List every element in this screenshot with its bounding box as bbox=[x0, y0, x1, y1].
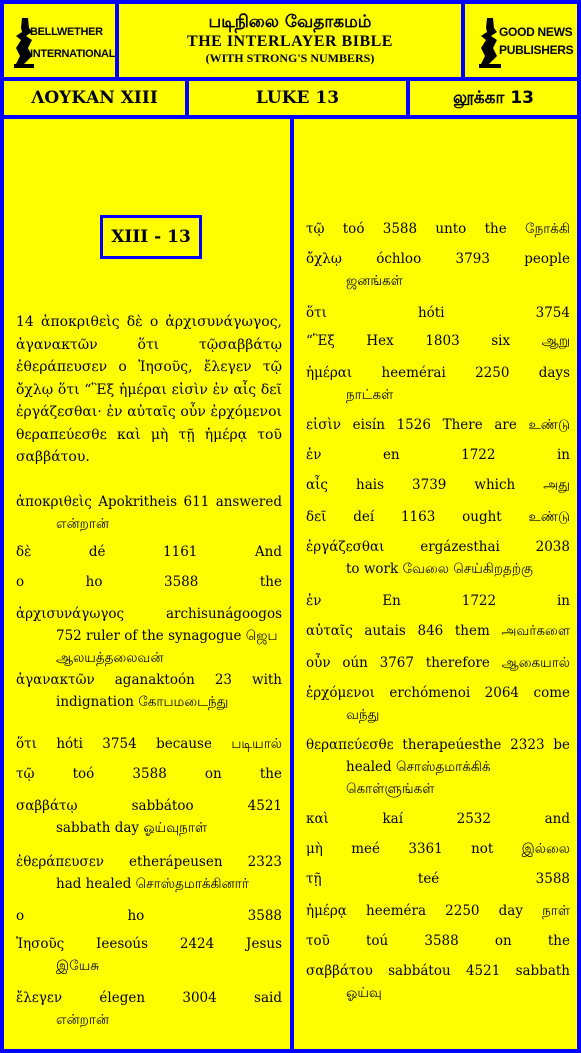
right-entry bbox=[306, 590, 570, 612]
right-entry bbox=[306, 474, 570, 496]
entry-main-line: ἐρχόμενοι erchómenoi 2064 come bbox=[306, 685, 570, 701]
left-entry bbox=[16, 987, 282, 1031]
left-column bbox=[0, 115, 294, 1053]
greek-book-box bbox=[0, 77, 189, 119]
right-entry bbox=[306, 302, 570, 324]
entry-continuation-line: 752 ruler of the synagogue ஜெப ஆலயத்தலைவன் bbox=[56, 628, 278, 666]
left-entry bbox=[16, 491, 282, 535]
entry-main-line: ο ho 3588 bbox=[16, 908, 282, 924]
entry-continuation-line: indignation கோபமடைந்து bbox=[56, 694, 229, 710]
left-entry bbox=[16, 795, 282, 839]
english-book-box bbox=[185, 77, 410, 119]
left-entry bbox=[16, 571, 282, 593]
entry-main-line: δὲ dé 1161 And bbox=[16, 544, 282, 560]
entry-main-line: καὶ kaí 2532 and bbox=[306, 811, 570, 827]
left-entry bbox=[16, 733, 282, 755]
entry-main-line: ο ho 3588 the bbox=[16, 574, 282, 590]
entry-main-line: ἡμέρᾳ heeméra 2250 day நாள் bbox=[306, 903, 570, 919]
entry-main-line: ἔλεγεν élegen 3004 said bbox=[16, 990, 282, 1006]
entry-continuation-line: ஜனங்கள் bbox=[346, 273, 403, 289]
entry-main-line: Ἰησοῦς Ieesoús 2424 Jesus bbox=[16, 936, 282, 952]
entry-main-line: εἰσὶν eisín 1526 There are உண்டு bbox=[306, 417, 570, 433]
tamil-book-label: லூக்கா 13 bbox=[452, 88, 534, 108]
bellwether-logo-line2: INTERNATIONAL bbox=[30, 48, 116, 60]
entry-main-line: ἐθεράπευσεν etherápeusen 2323 bbox=[16, 854, 282, 870]
english-title: THE INTERLAYER BIBLE bbox=[187, 33, 393, 50]
entry-continuation-line: நாட்கள் bbox=[346, 387, 394, 403]
right-entry bbox=[306, 930, 570, 952]
entry-continuation-line: sabbath day ஓய்வுநாள் bbox=[56, 820, 208, 836]
right-entry bbox=[306, 808, 570, 830]
english-book-label: LUKE 13 bbox=[255, 88, 340, 108]
entry-main-line: ὄχλῳ óchloo 3793 people bbox=[306, 251, 570, 267]
entry-main-line: σαββάτῳ sabbátoo 4521 bbox=[16, 798, 282, 814]
right-entry bbox=[306, 414, 570, 436]
verse-text: 14 ἀποκριθεὶς δὲ ο ἀρχισυνάγωγος, ἀγανακτῶν ὅτι τῷσαββάτῳ ἐθεράπευσεν ο Ἰησοῦς, ἔλεγεν τῷ ὄχλῳ ὅτι “Ἓξ ἡμέραι εἰσὶν ἐν αἷς δεῖ ἐργάζεσθαι· ἐν αὐταῖς οὖν ἐρχόμενοι θεραπεύεσθε καὶ μὴ τῇ ἡμέρᾳ τοῦ σαββάτου. bbox=[16, 314, 282, 465]
right-entry bbox=[306, 838, 570, 860]
left-entry bbox=[16, 763, 282, 785]
subtitle: (WITH STRONG'S NUMBERS) bbox=[205, 51, 375, 65]
right-entry bbox=[306, 900, 570, 922]
entry-continuation-line: வந்து bbox=[346, 707, 380, 723]
entry-continuation-line: ஓய்வு bbox=[346, 985, 382, 1001]
tamil-book-box bbox=[406, 77, 581, 119]
right-entry bbox=[306, 536, 570, 580]
right-entry bbox=[306, 620, 570, 642]
entry-main-line: τῇ teé 3588 bbox=[306, 871, 570, 887]
entry-main-line: ἐν en 1722 in bbox=[306, 447, 570, 463]
entry-main-line: ὅτι hóti 3754 because படியால் bbox=[16, 736, 282, 752]
entry-main-line: θεραπεύεσθε therapeúesthe 2323 be bbox=[306, 737, 570, 753]
left-entry bbox=[16, 603, 282, 669]
greek-book-label: ΛΟΥΚΑΝ XIII bbox=[31, 88, 158, 108]
entry-main-line: ὅτι hóti 3754 bbox=[306, 305, 570, 321]
entry-main-line: δεῖ deí 1163 ought உண்டு bbox=[306, 509, 570, 525]
right-entry bbox=[306, 868, 570, 890]
right-entry bbox=[306, 362, 570, 406]
right-entry bbox=[306, 218, 570, 240]
entry-main-line: σαββάτου sabbátou 4521 sabbath bbox=[306, 963, 570, 979]
entry-continuation-line: இயேசு bbox=[56, 958, 100, 974]
right-entry bbox=[306, 734, 570, 800]
entry-main-line: οὖν oún 3767 therefore ஆகையால் bbox=[306, 655, 570, 671]
goodnews-logo-icon bbox=[473, 14, 573, 70]
tamil-title: படிநிலை வேதாகமம் bbox=[208, 12, 372, 32]
bellwether-logo-line1: BELLWETHER bbox=[30, 26, 103, 38]
goodnews-logo-line1: GOOD NEWS bbox=[499, 25, 573, 39]
entry-main-line: ἐργάζεσθαι ergázesthai 2038 bbox=[306, 539, 570, 555]
right-entry bbox=[306, 652, 570, 674]
entry-main-line: “Ἓξ Hex 1803 six ஆறு bbox=[306, 333, 570, 349]
right-entry bbox=[306, 960, 570, 1004]
entry-main-line: τῷ toó 3588 unto the நோக்கி bbox=[306, 221, 570, 237]
entry-main-line: ἀρχισυνάγωγος archisunágoogos bbox=[16, 606, 282, 622]
entry-main-line: τοῦ toú 3588 on the bbox=[306, 933, 570, 949]
entry-main-line: μὴ meé 3361 not இல்லை bbox=[306, 841, 570, 857]
right-entry bbox=[306, 506, 570, 528]
left-entry bbox=[16, 851, 282, 895]
entry-continuation-line: had healed சொஸ்தமாக்கினார் bbox=[56, 876, 249, 892]
chapter-box: XIII - 13 bbox=[100, 215, 202, 259]
left-entry bbox=[16, 905, 282, 927]
title-box bbox=[115, 0, 465, 81]
entry-continuation-line: என்றான் bbox=[56, 516, 109, 532]
bellwether-logo-icon bbox=[12, 14, 112, 70]
entry-main-line: τῷ toó 3588 on the bbox=[16, 766, 282, 782]
left-entry bbox=[16, 541, 282, 563]
entry-main-line: ἡμέραι heemérai 2250 days bbox=[306, 365, 570, 381]
entry-main-line: ἀγανακτῶν aganaktoón 23 with bbox=[16, 672, 282, 688]
entry-main-line: αἷς hais 3739 which அது bbox=[306, 477, 570, 493]
left-entry bbox=[16, 933, 282, 977]
entry-main-line: αὐταῖς autais 846 them அவர்களை bbox=[306, 623, 570, 639]
entry-continuation-line: healed சொஸ்தமாக்கிக் கொள்ளுங்கள் bbox=[346, 759, 491, 797]
right-entry bbox=[306, 444, 570, 466]
bellwether-logo-box bbox=[0, 0, 119, 81]
right-entry bbox=[306, 682, 570, 726]
right-column bbox=[290, 115, 581, 1053]
right-entry bbox=[306, 330, 570, 352]
entry-main-line: ἀποκριθεὶς Apokritheis 611 answered bbox=[16, 494, 282, 510]
entry-main-line: ἐν En 1722 in bbox=[306, 593, 570, 609]
right-entry bbox=[306, 248, 570, 292]
left-entry bbox=[16, 669, 282, 713]
entry-continuation-line: என்றான் bbox=[56, 1012, 109, 1028]
entry-continuation-line: to work வேலை செய்கிறதற்கு bbox=[346, 561, 533, 577]
goodnews-logo-line2: PUBLISHERS bbox=[499, 43, 574, 57]
goodnews-logo-box bbox=[461, 0, 581, 81]
